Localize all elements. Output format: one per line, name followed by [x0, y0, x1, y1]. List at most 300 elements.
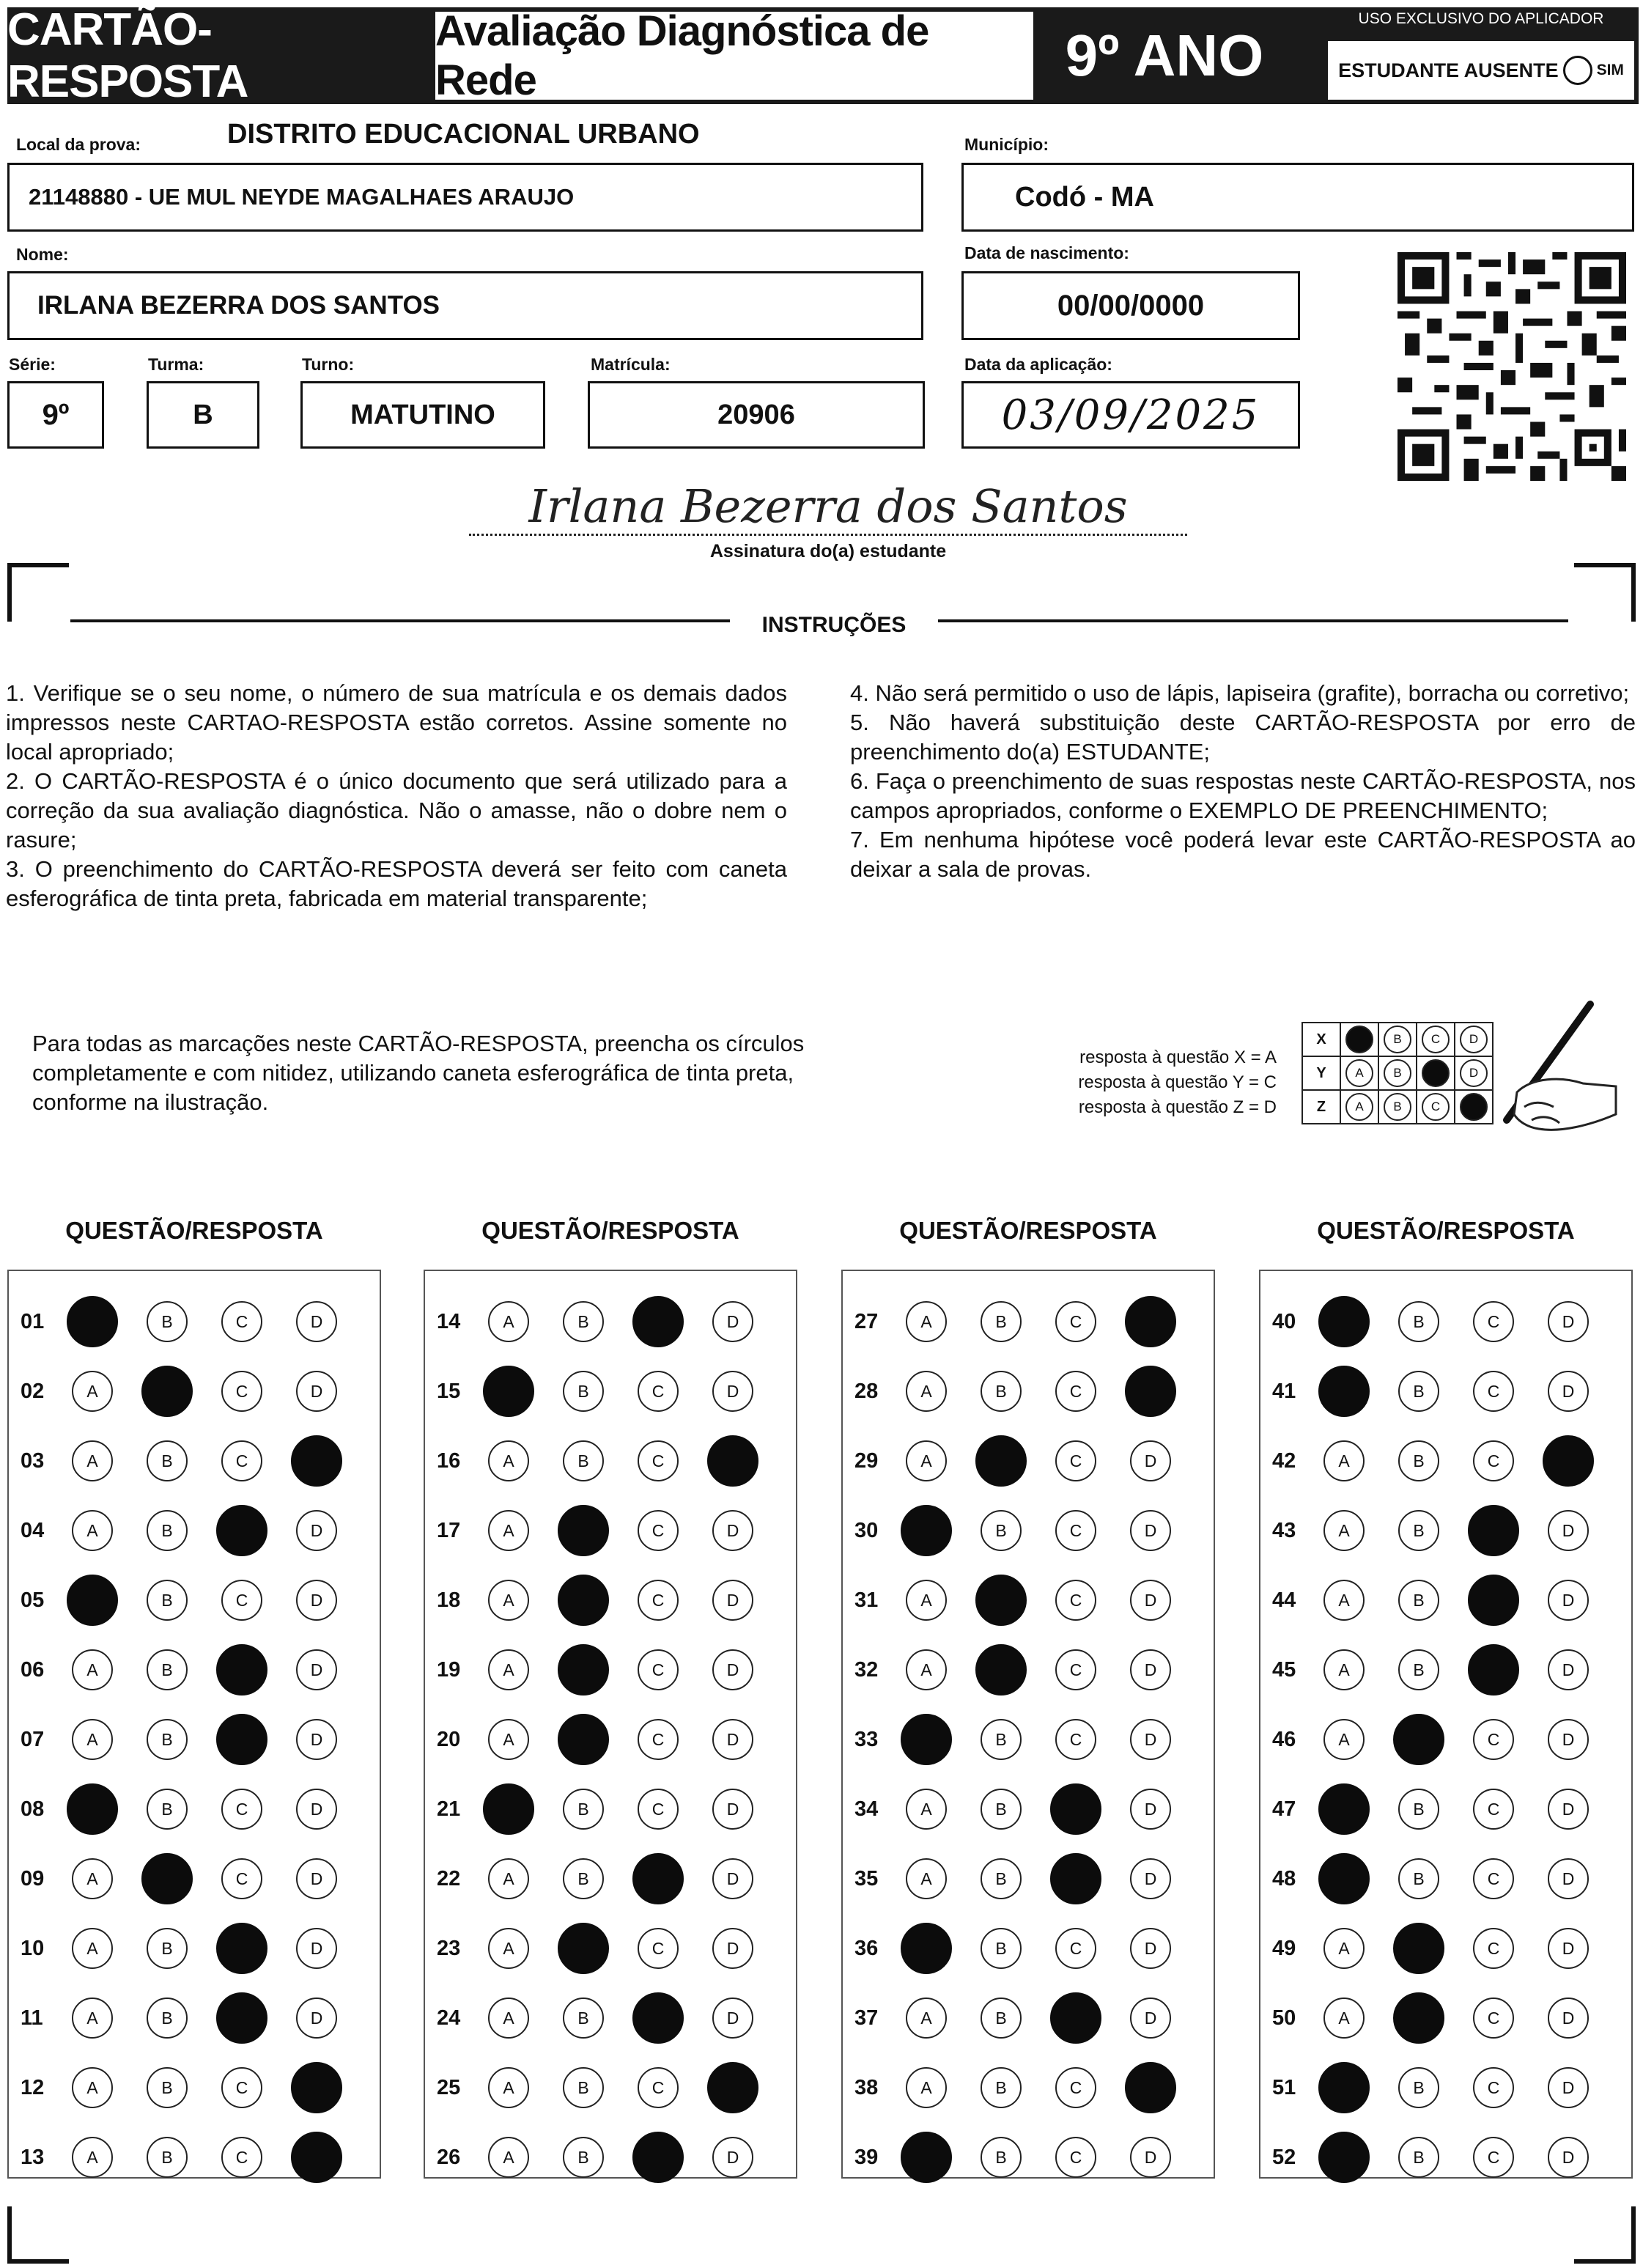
corner-mark [1574, 2259, 1636, 2264]
answer-bubble[interactable] [72, 1510, 113, 1551]
answer-bubble[interactable] [72, 1719, 113, 1760]
option-label: D [1562, 1938, 1575, 1958]
answer-bubble[interactable] [1548, 1510, 1589, 1551]
question-number: 10 [21, 1936, 45, 1960]
option-label: B [161, 1799, 173, 1819]
question-row [1272, 1992, 1622, 2044]
answer-bubble-filled[interactable] [975, 1435, 1027, 1487]
answer-bubble[interactable] [712, 1580, 753, 1621]
option-label: B [1413, 2077, 1425, 2097]
option-label: C [651, 1660, 665, 1679]
matricula-value: 20906 [717, 399, 795, 430]
answer-bubble[interactable] [72, 1998, 113, 2039]
answer-bubble[interactable] [72, 2067, 113, 2108]
option-label: B [1413, 1660, 1425, 1679]
answer-bubble[interactable] [1548, 1928, 1589, 1969]
answer-bubble[interactable] [1548, 2137, 1589, 2178]
answer-bubble[interactable] [638, 2067, 679, 2108]
example-cell [1378, 1090, 1417, 1124]
answer-bubble[interactable] [488, 1998, 529, 2039]
option-label: C [1487, 1451, 1500, 1470]
answer-bubble[interactable] [906, 1371, 947, 1412]
answer-bubble[interactable] [1130, 1789, 1171, 1830]
answer-bubble-filled[interactable] [1543, 1435, 1594, 1487]
question-row [21, 1505, 371, 1556]
example-cell [1378, 1023, 1417, 1056]
answer-bubble[interactable] [906, 1301, 947, 1342]
answer-bubble-filled[interactable] [632, 2132, 684, 2183]
answer-bubble[interactable] [1548, 1789, 1589, 1830]
answer-bubble[interactable] [296, 1649, 337, 1690]
answer-bubble-filled[interactable] [1318, 2062, 1370, 2113]
answer-bubble[interactable] [638, 1510, 679, 1551]
answer-bubble[interactable] [563, 2067, 604, 2108]
option-label: C [235, 2077, 248, 2097]
answer-bubble[interactable] [1473, 1301, 1514, 1342]
answer-bubble[interactable] [1130, 1580, 1171, 1621]
answer-bubble[interactable] [638, 1789, 679, 1830]
option-label: A [920, 1799, 932, 1819]
serie-label: Série: [9, 355, 56, 374]
turma-label: Turma: [148, 355, 204, 374]
answer-bubble[interactable] [1055, 1440, 1096, 1481]
answer-bubble[interactable] [147, 1580, 188, 1621]
answer-bubble[interactable] [1055, 1371, 1096, 1412]
question-row [21, 2062, 371, 2113]
nascimento-label: Data de nascimento: [964, 243, 1129, 262]
answer-bubble[interactable] [1130, 2137, 1171, 2178]
answer-bubble[interactable] [981, 1510, 1022, 1551]
answer-bubble[interactable] [147, 1719, 188, 1760]
question-row [437, 1714, 787, 1765]
option-label: C [1069, 2077, 1082, 2097]
corner-mark [7, 563, 12, 622]
answer-bubble-filled[interactable] [1393, 1992, 1444, 2044]
answer-bubble[interactable] [1323, 1440, 1365, 1481]
option-label: D [1144, 1729, 1157, 1749]
answer-bubble[interactable] [147, 1510, 188, 1551]
absent-bubble[interactable] [1563, 56, 1592, 85]
option-label: B [161, 1311, 173, 1331]
answer-bubble[interactable] [1473, 2067, 1514, 2108]
example-bubble [1384, 1026, 1411, 1053]
aplicacao-label: Data da aplicação: [964, 355, 1112, 374]
answer-bubble[interactable] [906, 2067, 947, 2108]
answer-bubble[interactable] [221, 2067, 262, 2108]
question-row [437, 1575, 787, 1626]
option-label: C [1069, 1938, 1082, 1958]
question-number: 30 [854, 1518, 879, 1542]
answer-bubble[interactable] [981, 1301, 1022, 1342]
answer-bubble[interactable] [1055, 1928, 1096, 1969]
question-row [21, 2132, 371, 2183]
option-label: B [577, 2077, 589, 2097]
question-number: 27 [854, 1309, 879, 1333]
answer-bubble[interactable] [296, 1789, 337, 1830]
answer-bubble[interactable] [638, 1371, 679, 1412]
answer-bubble[interactable] [488, 1928, 529, 1969]
answer-bubble-filled[interactable] [1318, 1853, 1370, 1904]
answer-bubble[interactable] [712, 1998, 753, 2039]
answer-bubble-filled[interactable] [901, 1923, 952, 1974]
answer-bubble[interactable] [712, 1510, 753, 1551]
answer-bubble-filled[interactable] [632, 1853, 684, 1904]
answer-bubble[interactable] [981, 1789, 1022, 1830]
answer-bubble-filled[interactable] [632, 1296, 684, 1347]
answer-bubble[interactable] [1548, 2067, 1589, 2108]
answer-bubble-filled[interactable] [291, 1435, 342, 1487]
answer-bubble-filled[interactable] [901, 1714, 952, 1765]
answer-bubble[interactable] [1548, 1371, 1589, 1412]
instructions-left: 1. Verifique se o seu nome, o número de sua matrícula e os demais dados impressos neste CARTAO-RESPOSTA estão corretos. Assine somente no local apropriado; 2. O CARTÃO-RESPOSTA é o único documento que será utilizado para a correção da sua avaliação diagnóstica. Não o amasse, não o dobre nem o rasure; 3. O preenchimento do CARTÃO-RESPOSTA deverá ser feito com caneta esferográfica de tinta preta, fabricada em material transparente; [6, 680, 787, 911]
divider [938, 619, 1568, 622]
answer-bubble[interactable] [712, 2137, 753, 2178]
answer-bubble-filled[interactable] [1468, 1575, 1519, 1626]
example-cell [1340, 1023, 1378, 1056]
answer-bubble[interactable] [1398, 2067, 1439, 2108]
answer-bubble[interactable] [147, 1440, 188, 1481]
answer-bubble[interactable] [296, 1301, 337, 1342]
answer-bubble[interactable] [147, 1649, 188, 1690]
answer-bubble[interactable] [1130, 1858, 1171, 1899]
option-label: D [1144, 2008, 1157, 2028]
answer-bubble-filled[interactable] [1468, 1644, 1519, 1696]
option-label: D [726, 1799, 739, 1819]
answer-bubble-filled[interactable] [1318, 2132, 1370, 2183]
answer-bubble[interactable] [638, 1440, 679, 1481]
instructions-title: INSTRUÇÕES [761, 613, 907, 637]
answer-bubble[interactable] [221, 1789, 262, 1830]
answer-bubble[interactable] [981, 1719, 1022, 1760]
answer-bubble[interactable] [147, 1789, 188, 1830]
question-row [21, 1923, 371, 1974]
answer-bubble[interactable] [296, 1580, 337, 1621]
answer-bubble-filled[interactable] [901, 2132, 952, 2183]
answer-bubble-filled[interactable] [558, 1644, 609, 1696]
answer-bubble[interactable] [638, 1928, 679, 1969]
answer-bubble[interactable] [1473, 1440, 1514, 1481]
option-label: A [86, 1938, 98, 1958]
answer-bubble[interactable] [563, 2137, 604, 2178]
option-label: D [1562, 2147, 1575, 2167]
answer-bubble[interactable] [1055, 2067, 1096, 2108]
answer-bubble[interactable] [488, 1580, 529, 1621]
answer-bubble[interactable] [906, 1649, 947, 1690]
answer-bubble-filled[interactable] [1050, 1853, 1101, 1904]
answer-bubble[interactable] [1130, 1928, 1171, 1969]
option-label: A [920, 2008, 932, 2028]
answer-bubble-filled[interactable] [975, 1644, 1027, 1696]
option-label: C [651, 1799, 665, 1819]
option-label: A [503, 2008, 514, 2028]
question-number: 48 [1272, 1866, 1296, 1890]
option-label: A [503, 1868, 514, 1888]
answer-bubble[interactable] [1398, 1440, 1439, 1481]
option-label: B [161, 1590, 173, 1610]
answer-bubble[interactable] [1055, 2137, 1096, 2178]
answer-bubble-filled[interactable] [483, 1783, 534, 1835]
question-number: 33 [854, 1727, 879, 1751]
answer-bubble[interactable] [981, 2067, 1022, 2108]
option-label: B [1413, 1799, 1425, 1819]
answer-bubble-filled[interactable] [1393, 1923, 1444, 1974]
corner-mark [1574, 563, 1636, 567]
answer-bubble[interactable] [906, 1580, 947, 1621]
answer-bubble[interactable] [1323, 1580, 1365, 1621]
nascimento-value: 00/00/0000 [1057, 289, 1205, 322]
answer-bubble[interactable] [1323, 1928, 1365, 1969]
answer-bubble[interactable] [638, 1649, 679, 1690]
option-label: A [1338, 1729, 1350, 1749]
option-label: A [920, 2077, 932, 2097]
answer-bubble[interactable] [1398, 1510, 1439, 1551]
answer-bubble[interactable] [1473, 1928, 1514, 1969]
answer-bubble[interactable] [221, 1371, 262, 1412]
example-option-label: A [1355, 1100, 1364, 1113]
answer-bubble[interactable] [147, 1928, 188, 1969]
answer-bubble[interactable] [563, 1998, 604, 2039]
answer-bubble-filled[interactable] [1318, 1366, 1370, 1417]
answer-bubble-filled[interactable] [216, 1505, 267, 1556]
answer-bubble[interactable] [296, 1858, 337, 1899]
question-number: 21 [437, 1797, 461, 1821]
answer-bubble[interactable] [296, 1510, 337, 1551]
answer-bubble-filled[interactable] [707, 2062, 758, 2113]
answer-bubble[interactable] [221, 1580, 262, 1621]
answer-bubble-filled[interactable] [483, 1366, 534, 1417]
answer-bubble[interactable] [563, 1858, 604, 1899]
answer-bubble[interactable] [147, 1998, 188, 2039]
answer-bubble[interactable] [72, 1928, 113, 1969]
answer-bubble[interactable] [1055, 1719, 1096, 1760]
answer-bubble-filled[interactable] [216, 1644, 267, 1696]
answer-bubble[interactable] [712, 1649, 753, 1690]
answer-bubble[interactable] [1323, 1998, 1365, 2039]
answer-bubble[interactable] [1130, 1510, 1171, 1551]
answer-bubble[interactable] [1130, 1440, 1171, 1481]
answer-bubble[interactable] [1398, 2137, 1439, 2178]
answer-bubble[interactable] [221, 1440, 262, 1481]
question-number: 22 [437, 1866, 461, 1890]
answer-bubble[interactable] [906, 1789, 947, 1830]
question-row [1272, 1296, 1622, 1347]
option-label: C [651, 1520, 665, 1540]
answer-bubble[interactable] [1130, 1998, 1171, 2039]
answer-bubble[interactable] [488, 1301, 529, 1342]
answer-bubble-filled[interactable] [216, 1923, 267, 1974]
answer-bubble[interactable] [1055, 1649, 1096, 1690]
answer-bubble[interactable] [1398, 1580, 1439, 1621]
option-label: C [1069, 1729, 1082, 1749]
answer-bubble-filled[interactable] [1393, 1714, 1444, 1765]
answer-bubble[interactable] [1548, 1998, 1589, 2039]
answer-bubble[interactable] [1323, 1719, 1365, 1760]
answer-bubble[interactable] [1473, 1719, 1514, 1760]
answer-bubble[interactable] [488, 1440, 529, 1481]
example-bubble [1345, 1093, 1373, 1121]
answer-bubble[interactable] [488, 1858, 529, 1899]
answer-bubble-filled[interactable] [1125, 1366, 1176, 1417]
answer-bubble-filled[interactable] [1125, 1296, 1176, 1347]
answer-bubble[interactable] [1548, 1649, 1589, 1690]
option-label: D [310, 2008, 323, 2028]
answer-bubble[interactable] [1398, 1301, 1439, 1342]
answer-bubble-filled[interactable] [1318, 1296, 1370, 1347]
answer-bubble[interactable] [296, 1928, 337, 1969]
answer-bubble[interactable] [221, 1301, 262, 1342]
answer-bubble-filled[interactable] [632, 1992, 684, 2044]
answer-bubble-filled[interactable] [291, 2132, 342, 2183]
answer-bubble[interactable] [488, 2137, 529, 2178]
answer-bubble[interactable] [1473, 1998, 1514, 2039]
answer-bubble[interactable] [712, 1301, 753, 1342]
answer-bubble[interactable] [981, 1858, 1022, 1899]
answer-bubble-filled[interactable] [67, 1575, 118, 1626]
answer-bubble[interactable] [488, 2067, 529, 2108]
example-text: Para todas as marcações neste CARTÃO-RESPOSTA, preencha os círculos completamente e com nitidez, utilizando caneta esferográfica de tinta preta, conforme na ilustração. [32, 1031, 805, 1115]
question-number: 26 [437, 2145, 461, 2169]
answer-bubble[interactable] [712, 1858, 753, 1899]
answer-bubble[interactable] [1055, 1580, 1096, 1621]
option-label: D [726, 1868, 739, 1888]
option-label: B [161, 1451, 173, 1470]
answer-bubble-filled[interactable] [141, 1366, 193, 1417]
question-row [21, 1992, 371, 2044]
answer-bubble[interactable] [72, 1858, 113, 1899]
answer-bubble[interactable] [712, 1928, 753, 1969]
example-option-label: B [1393, 1032, 1402, 1046]
answer-bubble-filled[interactable] [901, 1505, 952, 1556]
answer-bubble-filled[interactable] [707, 1435, 758, 1487]
answer-bubble-filled[interactable] [1318, 1783, 1370, 1835]
answer-bubble[interactable] [72, 1371, 113, 1412]
answer-bubble-filled[interactable] [1468, 1505, 1519, 1556]
answer-bubble[interactable] [981, 2137, 1022, 2178]
option-label: D [1144, 1590, 1157, 1610]
answer-bubble-filled[interactable] [1125, 2062, 1176, 2113]
absent-field [1328, 41, 1634, 100]
option-label: B [1413, 1868, 1425, 1888]
answer-bubble[interactable] [981, 1998, 1022, 2039]
answer-bubble[interactable] [147, 2067, 188, 2108]
option-label: B [995, 1868, 1007, 1888]
answer-bubble-filled[interactable] [67, 1296, 118, 1347]
aplicacao-value: 03/09/2025 [1001, 391, 1260, 439]
answer-bubble[interactable] [488, 1719, 529, 1760]
answer-bubble[interactable] [981, 1371, 1022, 1412]
option-label: A [86, 1729, 98, 1749]
option-label: B [161, 2008, 173, 2028]
answer-bubble[interactable] [712, 1789, 753, 1830]
answer-bubble[interactable] [296, 1371, 337, 1412]
question-number: 09 [21, 1866, 45, 1890]
answer-bubble-filled[interactable] [1050, 1783, 1101, 1835]
answer-bubble[interactable] [1548, 1858, 1589, 1899]
answer-bubble[interactable] [1548, 1301, 1589, 1342]
answer-bubble[interactable] [1398, 1371, 1439, 1412]
answer-bubble[interactable] [906, 1858, 947, 1899]
answer-bubble-filled[interactable] [216, 1992, 267, 2044]
question-row [437, 1853, 787, 1904]
answer-bubble[interactable] [1055, 1301, 1096, 1342]
question-row [854, 1366, 1205, 1417]
answer-bubble-filled[interactable] [558, 1575, 609, 1626]
answer-bubble[interactable] [147, 1301, 188, 1342]
answer-bubble[interactable] [1473, 1371, 1514, 1412]
option-label: B [995, 2008, 1007, 2028]
option-label: C [1487, 2008, 1500, 2028]
answer-bubble[interactable] [296, 1998, 337, 2039]
answer-bubble[interactable] [72, 2137, 113, 2178]
answer-bubble[interactable] [563, 1440, 604, 1481]
answer-bubble[interactable] [1473, 1789, 1514, 1830]
answer-bubble-filled[interactable] [141, 1853, 193, 1904]
answer-bubble[interactable] [221, 1858, 262, 1899]
answer-bubble[interactable] [1548, 1719, 1589, 1760]
answer-bubble-filled[interactable] [558, 1714, 609, 1765]
question-row [437, 1644, 787, 1696]
question-number: 40 [1272, 1309, 1296, 1333]
answer-bubble[interactable] [488, 1510, 529, 1551]
answer-bubble[interactable] [563, 1301, 604, 1342]
answer-bubble-filled[interactable] [975, 1575, 1027, 1626]
corner-mark [1631, 2206, 1636, 2264]
answer-bubble[interactable] [221, 2137, 262, 2178]
option-label: B [161, 1938, 173, 1958]
answer-bubble[interactable] [1323, 1510, 1365, 1551]
answer-bubble[interactable] [1323, 1649, 1365, 1690]
example-option-label: B [1393, 1066, 1402, 1080]
answer-bubble-filled[interactable] [216, 1714, 267, 1765]
option-label: A [503, 1311, 514, 1331]
answer-bubble[interactable] [981, 1928, 1022, 1969]
answer-bubble[interactable] [712, 1371, 753, 1412]
answer-bubble[interactable] [563, 1371, 604, 1412]
answer-bubble[interactable] [563, 1789, 604, 1830]
answer-bubble[interactable] [488, 1649, 529, 1690]
answer-bubble[interactable] [1548, 1580, 1589, 1621]
example-bubble [1345, 1026, 1373, 1053]
answer-bubble[interactable] [1055, 1510, 1096, 1551]
answer-bubble[interactable] [1398, 1789, 1439, 1830]
question-row [1272, 1714, 1622, 1765]
question-number: 50 [1272, 2006, 1296, 2030]
answer-bubble[interactable] [638, 1580, 679, 1621]
option-label: D [310, 1868, 323, 1888]
answer-bubble[interactable] [1473, 1858, 1514, 1899]
answer-bubble[interactable] [1130, 1649, 1171, 1690]
answer-bubble-filled[interactable] [291, 2062, 342, 2113]
answer-bubble[interactable] [1398, 1858, 1439, 1899]
answer-bubble[interactable] [638, 1719, 679, 1760]
answer-bubble[interactable] [906, 1440, 947, 1481]
answer-bubble-filled[interactable] [558, 1923, 609, 1974]
answer-bubble[interactable] [1130, 1719, 1171, 1760]
answer-bubble[interactable] [712, 1719, 753, 1760]
answer-bubble[interactable] [72, 1440, 113, 1481]
answer-bubble[interactable] [296, 1719, 337, 1760]
answer-bubble[interactable] [1398, 1649, 1439, 1690]
answer-bubble-filled[interactable] [1050, 1992, 1101, 2044]
answer-bubble[interactable] [906, 1998, 947, 2039]
answer-bubble-filled[interactable] [558, 1505, 609, 1556]
example-bubble [1422, 1093, 1450, 1121]
answer-bubble[interactable] [72, 1649, 113, 1690]
option-label: C [235, 1311, 248, 1331]
answer-bubble[interactable] [147, 2137, 188, 2178]
answer-bubble-filled[interactable] [67, 1783, 118, 1835]
answer-bubble[interactable] [1473, 2137, 1514, 2178]
